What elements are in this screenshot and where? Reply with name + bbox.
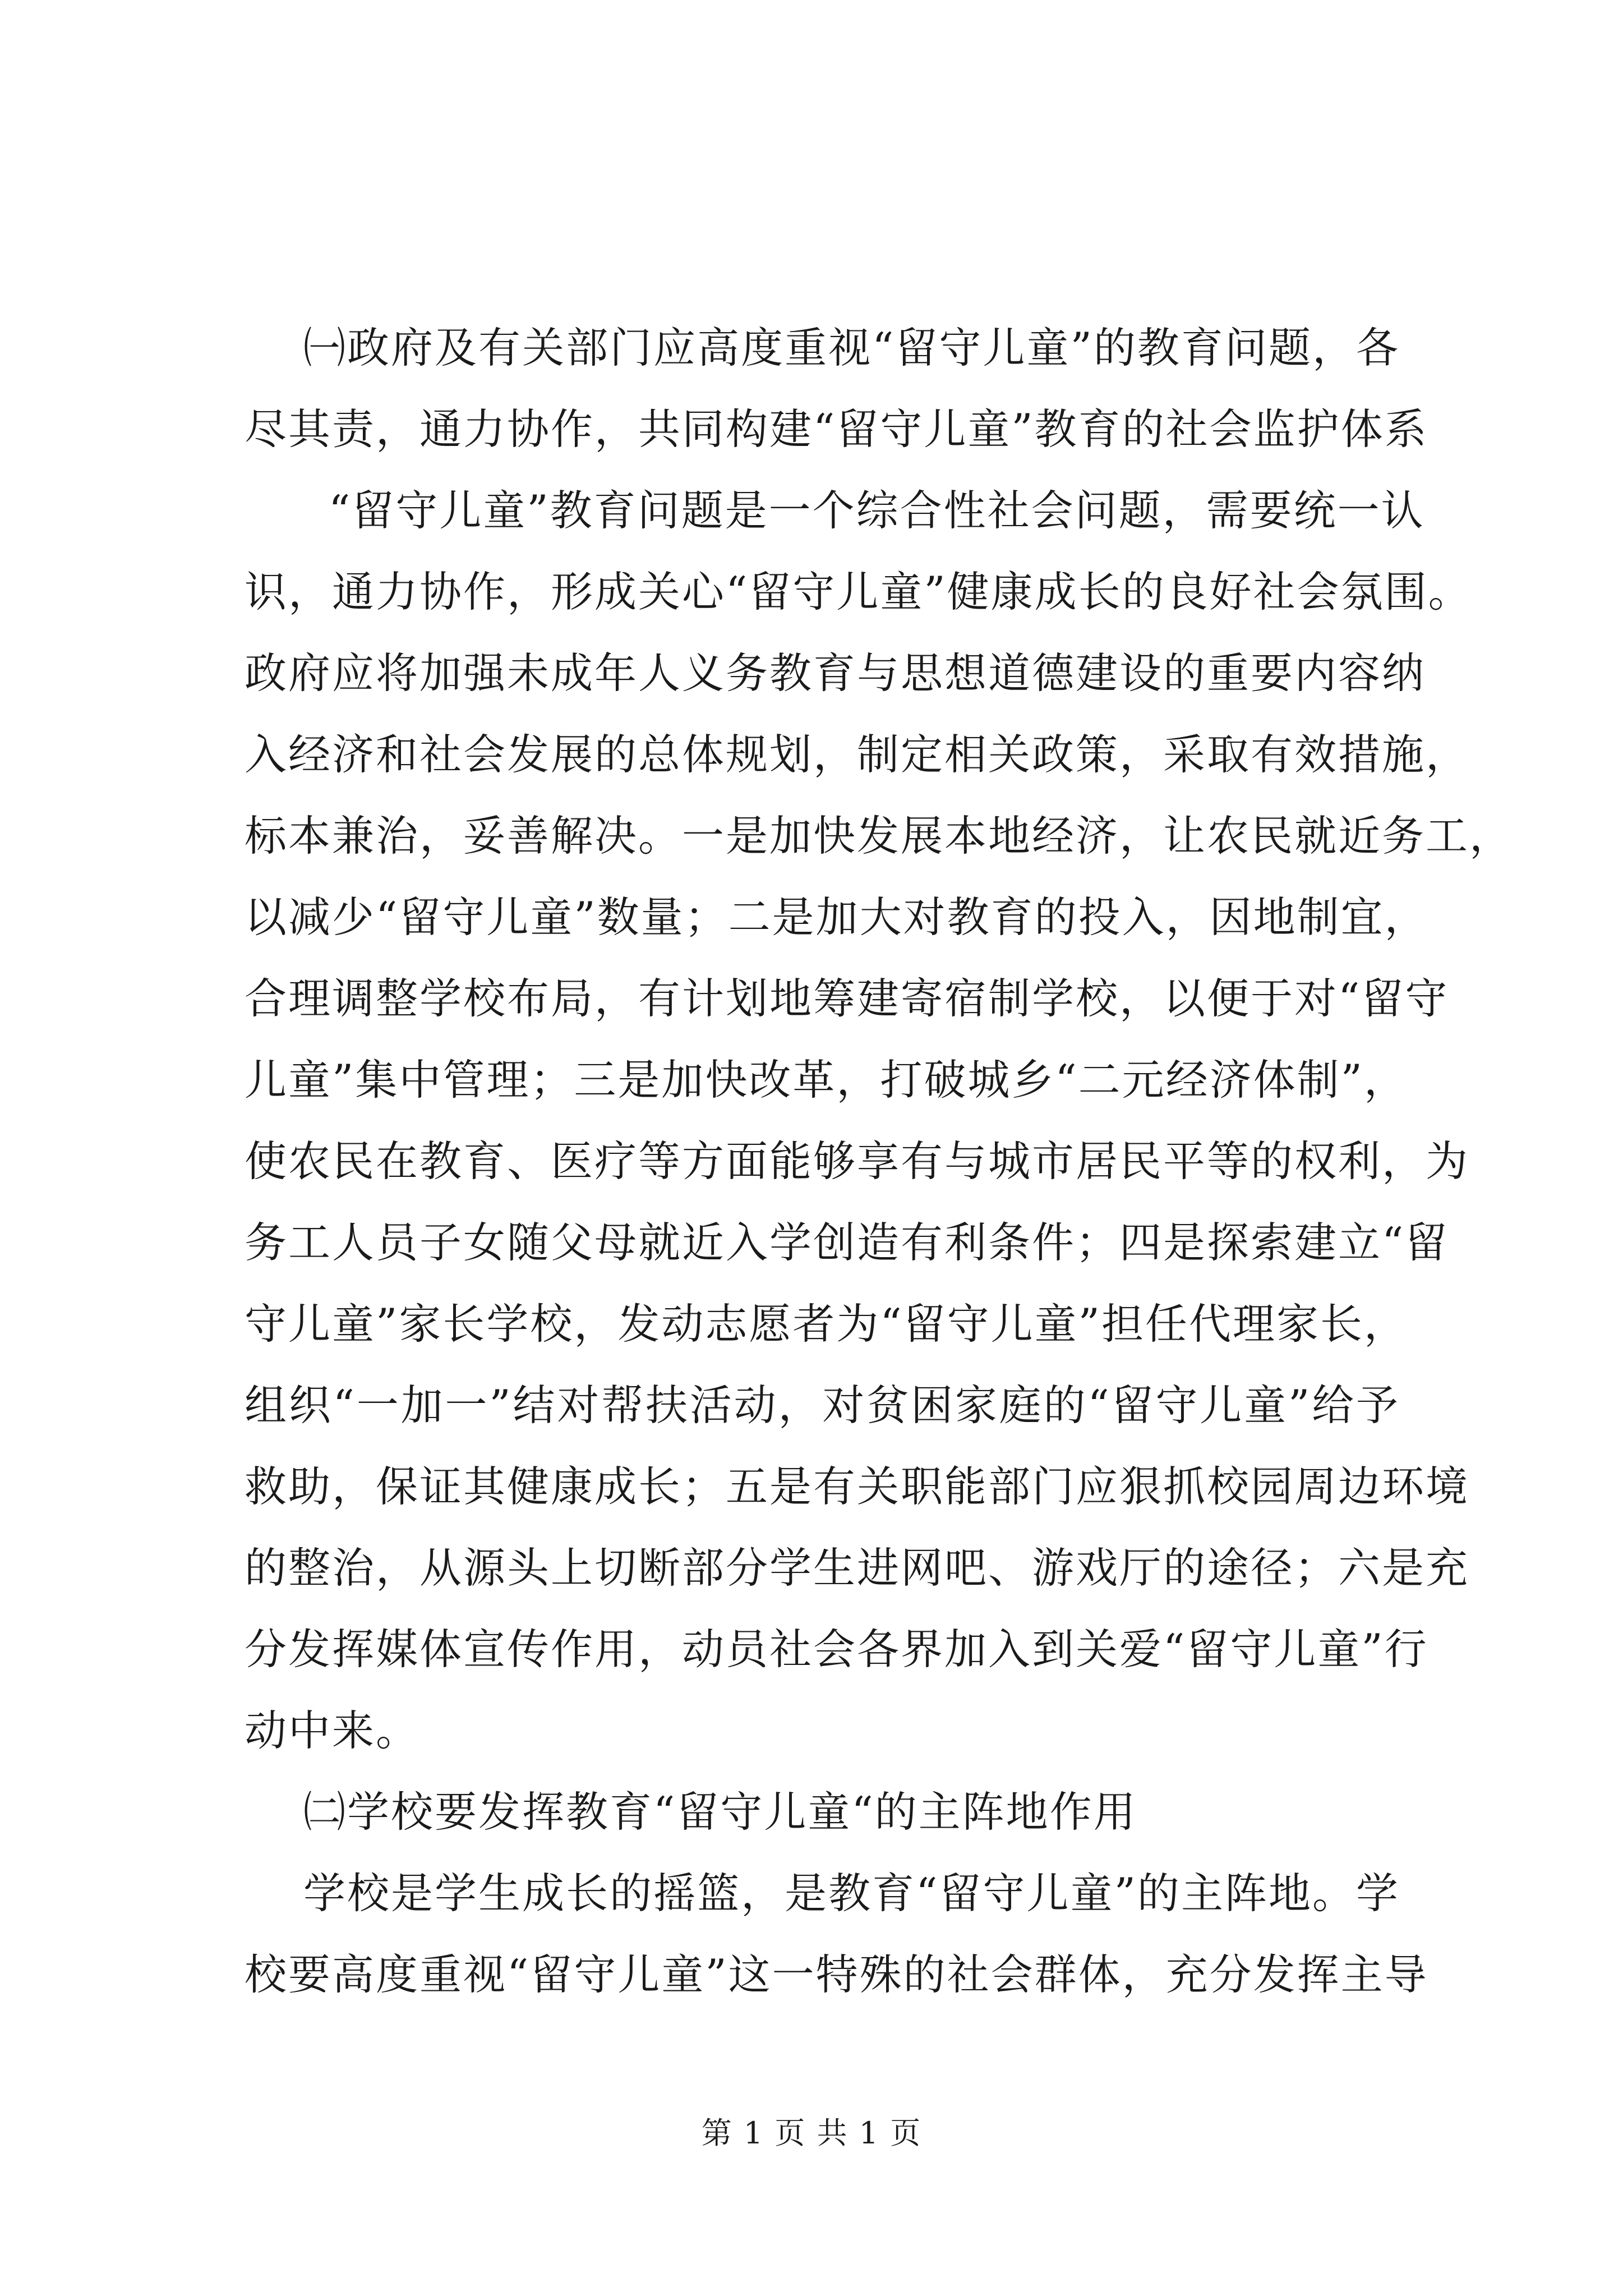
- text-line: 识，通力协作，形成关心“留守儿童”健康成长的良好社会氛围。: [245, 567, 1472, 616]
- text-line: 守儿童”家长学校，发动志愿者为“留守儿童”担任代理家长，: [245, 1299, 1408, 1349]
- page-footer: 第 1 页 共 1 页: [701, 2115, 922, 2151]
- text-line: ㈠政府及有关部门应高度重视“留守儿童”的教育问题，各: [303, 323, 1400, 372]
- text-line: 救助，保证其健康成长；五是有关职能部门应狠抓校园周边环境: [245, 1462, 1470, 1511]
- text-line: ㈡学校要发挥教育“留守儿童“的主阵地作用: [303, 1787, 1137, 1837]
- text-line: 组织“一加一”结对帮扶活动，对贫困家庭的“留守儿童”给予: [245, 1381, 1400, 1430]
- text-line: 标本兼治，妥善解决。一是加快发展本地经济，让农民就近务工，: [245, 811, 1514, 861]
- text-line: “留守儿童”教育问题是一个综合性社会问题，需要统一认: [329, 486, 1425, 535]
- document-body: [245, 307, 1514, 2016]
- text-line: 入经济和社会发展的总体规划，制定相关政策，采取有效措施，: [245, 730, 1470, 779]
- text-line: 政府应将加强未成年人义务教育与思想道德建设的重要内容纳: [245, 648, 1426, 698]
- text-line: 动中来。: [245, 1706, 420, 1755]
- text-line: 使农民在教育、医疗等方面能够享有与城市居民平等的权利，为: [245, 1137, 1470, 1186]
- text-line: 合理调整学校布局，有计划地筹建寄宿制学校，以便于对“留守: [245, 974, 1449, 1023]
- text-line: 以减少“留守儿童”数量；二是加大对教育的投入，因地制宜，: [245, 892, 1428, 942]
- text-line: 儿童”集中管理；三是加快改革，打破城乡“二元经济体制”，: [245, 1055, 1408, 1105]
- text-line: 尽其责，通力协作，共同构建“留守儿童”教育的社会监护体系: [245, 404, 1428, 454]
- text-line: 的整治，从源头上切断部分学生进网吧、游戏厅的途径；六是充: [245, 1543, 1470, 1593]
- text-line: 分发挥媒体宣传作用，动员社会各界加入到关爱“留守儿童”行: [245, 1625, 1428, 1674]
- text-line: 校要高度重视“留守儿童”这一特殊的社会群体，充分发挥主导: [245, 1950, 1428, 1999]
- text-line: 学校是学生成长的摇篮，是教育“留守儿童”的主阵地。学: [303, 1869, 1400, 1918]
- text-line: 务工人员子女随父母就近入学创造有利条件；四是探索建立“留: [245, 1218, 1449, 1267]
